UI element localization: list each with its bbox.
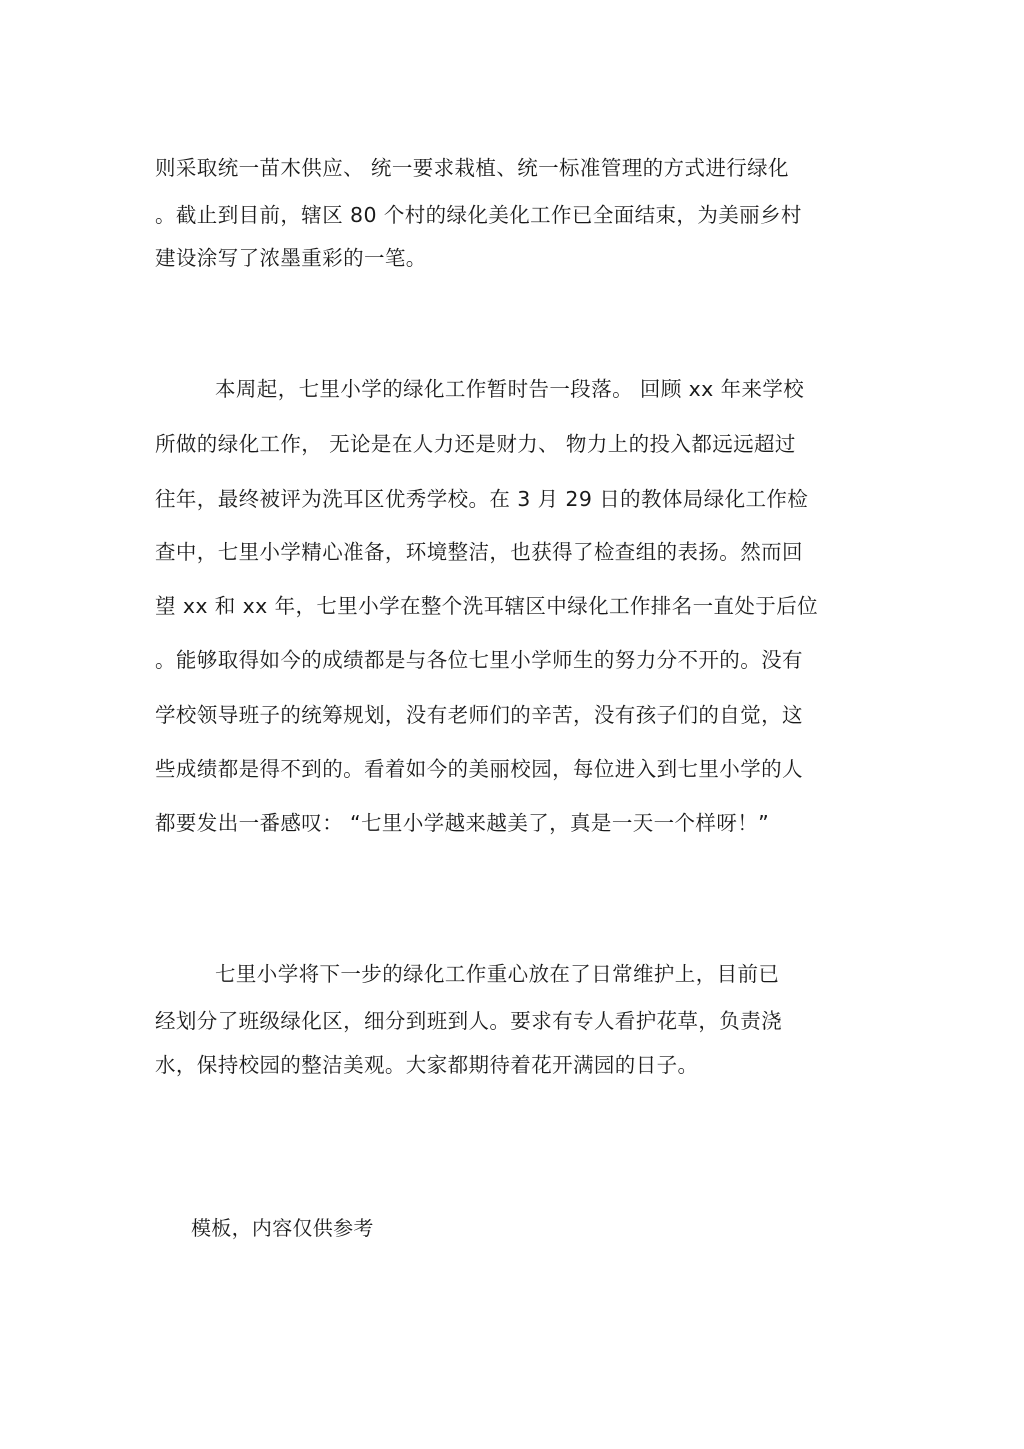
paragraph-2-line-7: 学校领导班子的统筹规划，没有老师们的辛苦，没有孩子们的自觉，这	[155, 703, 803, 727]
paragraph-2-line-9: 都要发出一番感叹： “七里小学越来越美了，真是一天一个样呀！”	[155, 811, 770, 835]
paragraph-1-line-3: 建设涂写了浓墨重彩的一笔。	[155, 246, 427, 270]
paragraph-3-line-1: 七里小学将下一步的绿化工作重心放在了日常维护上，目前已	[215, 962, 780, 986]
paragraph-2-line-5: 望 xx 和 xx 年，七里小学在整个洗耳辖区中绿化工作排名一直处于后位	[155, 594, 818, 618]
paragraph-2-line-1: 本周起，七里小学的绿化工作暂时告一段落。 回顾 xx 年来学校	[215, 377, 805, 401]
paragraph-3-line-2: 经划分了班级绿化区，细分到班到人。要求有专人看护花草，负责浇	[155, 1009, 782, 1033]
paragraph-3-line-3: 水，保持校园的整洁美观。大家都期待着花开满园的日子。	[155, 1053, 699, 1077]
template-disclaimer: 模板，内容仅供参考	[191, 1216, 374, 1240]
paragraph-2-line-4: 查中，七里小学精心准备，环境整洁，也获得了检查组的表扬。然而回	[155, 540, 803, 564]
paragraph-2-line-8: 些成绩都是得不到的。看着如今的美丽校园，每位进入到七里小学的人	[155, 757, 803, 781]
paragraph-2-line-2: 所做的绿化工作， 无论是在人力还是财力、 物力上的投入都远远超过	[155, 432, 796, 456]
paragraph-1-line-1: 则采取统一苗木供应、 统一要求栽植、统一标准管理的方式进行绿化	[155, 156, 789, 180]
paragraph-2-line-6: 。能够取得如今的成绩都是与各位七里小学师生的努力分不开的。没有	[155, 648, 803, 672]
paragraph-2-line-3: 往年，最终被评为洗耳区优秀学校。在 3 月 29 日的教体局绿化工作检	[155, 487, 809, 511]
paragraph-1-line-2: 。截止到目前，辖区 80 个村的绿化美化工作已全面结束，为美丽乡村	[155, 203, 802, 227]
